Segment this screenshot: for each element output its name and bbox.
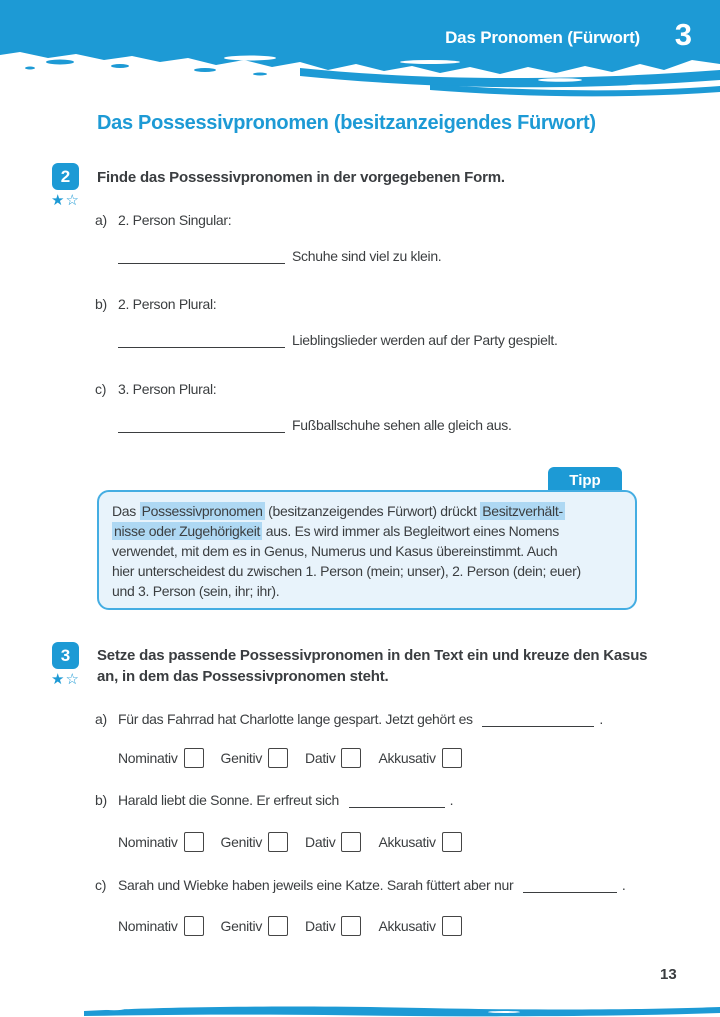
case-label: Dativ: [305, 834, 336, 850]
case-label: Akkusativ: [378, 834, 436, 850]
exercise-2-item-a-answer: [118, 247, 441, 264]
item-prompt: 3. Person Plural:: [118, 381, 217, 397]
blank-line[interactable]: [349, 791, 445, 808]
checkbox-genitiv[interactable]: [268, 832, 288, 852]
tip-box: [97, 490, 637, 610]
blank-line[interactable]: [118, 416, 285, 433]
case-label: Nominativ: [118, 750, 178, 766]
case-label: Dativ: [305, 918, 336, 934]
case-option: [221, 916, 288, 936]
exercise-3-item-b: [95, 791, 453, 808]
item-label: b): [95, 792, 107, 808]
tip-text: Das: [112, 503, 140, 519]
tip-text: aus. Es wird immer als Begleitwort eines Nomens: [262, 523, 559, 539]
checkbox-dativ[interactable]: [341, 748, 361, 768]
checkbox-akkusativ[interactable]: [442, 748, 462, 768]
checkbox-genitiv[interactable]: [268, 916, 288, 936]
instruction-line: an, in dem das Possessivpronomen steht.: [97, 668, 389, 685]
case-label: Akkusativ: [378, 750, 436, 766]
item-prompt: 2. Person Singular:: [118, 212, 232, 228]
exercise-2-difficulty: [51, 191, 80, 209]
case-option: [378, 832, 461, 852]
case-option: [378, 748, 461, 768]
case-label: Nominativ: [118, 918, 178, 934]
case-option: [118, 916, 204, 936]
case-label: Genitiv: [220, 918, 263, 934]
item-label: a): [95, 212, 107, 228]
star-outline-icon: ☆: [65, 671, 80, 688]
case-row-c: [118, 916, 479, 936]
item-label: c): [95, 877, 107, 893]
case-option: [118, 748, 204, 768]
page-number: 13: [660, 966, 677, 983]
checkbox-genitiv[interactable]: [268, 748, 288, 768]
tip-text-line: [112, 501, 622, 521]
exercise-2-item-c-answer: [118, 416, 512, 433]
item-prompt: 2. Person Plural:: [118, 296, 217, 312]
sentence-text: Fußballschuhe sehen alle gleich aus.: [292, 417, 512, 433]
case-option: [221, 748, 288, 768]
exercise-2-item-c-prompt: [95, 381, 216, 397]
sentence-end: .: [621, 877, 626, 893]
highlighted-term: nisse oder Zugehörigkeit: [114, 523, 261, 539]
instruction-line: Setze das passende Possessivpronomen in den Text ein und kreuze den Kasus: [97, 647, 648, 664]
footer-brush-stroke: [84, 1005, 720, 1017]
star-outline-icon: ☆: [65, 192, 80, 209]
tip-tab-label: Tipp: [569, 471, 601, 489]
tip-text-line: [112, 581, 622, 601]
exercise-3-instruction: [97, 645, 647, 687]
case-label: Genitiv: [220, 750, 263, 766]
exercise-3-number: 3: [60, 645, 71, 665]
exercise-3-item-a: [95, 710, 603, 727]
exercise-3-badge: [52, 642, 79, 669]
case-label: Nominativ: [118, 834, 178, 850]
star-filled-icon: ★: [51, 671, 66, 688]
exercise-2-item-b-answer: [118, 331, 558, 348]
case-label: Genitiv: [220, 834, 263, 850]
sentence-end: .: [599, 711, 603, 727]
tip-text-line: [112, 541, 622, 561]
exercise-3-difficulty: [51, 670, 80, 688]
case-option: [305, 916, 361, 936]
highlighted-term: Besitzverhält-: [482, 503, 563, 519]
tip-text: (besitzanzeigendes Fürwort) drückt: [264, 503, 481, 519]
chapter-title: Das Pronomen (Fürwort): [445, 28, 640, 47]
checkbox-akkusativ[interactable]: [442, 832, 462, 852]
blank-line[interactable]: [482, 710, 594, 727]
case-option: [305, 832, 361, 852]
checkbox-akkusativ[interactable]: [442, 916, 462, 936]
star-filled-icon: ★: [51, 192, 66, 209]
exercise-2-item-a-prompt: [95, 212, 231, 228]
blank-line[interactable]: [118, 331, 285, 348]
blank-line[interactable]: [523, 876, 617, 893]
exercise-2-instruction: Finde das Possessivpronomen in der vorgegebenen Form.: [97, 169, 505, 186]
tip-text-line: [112, 561, 622, 581]
tip-text: verwendet, mit dem es in Genus, Numerus und Kasus übereinstimmt. Auch: [112, 543, 558, 559]
checkbox-nominativ[interactable]: [184, 916, 204, 936]
checkbox-dativ[interactable]: [341, 832, 361, 852]
header-brush-band: [0, 0, 720, 100]
item-label: c): [95, 381, 107, 397]
chapter-number: 3: [674, 17, 692, 52]
exercise-2-number: 2: [60, 166, 71, 186]
case-label: Akkusativ: [378, 918, 436, 934]
sentence-text: Harald liebt die Sonne. Er erfreut sich: [118, 792, 339, 808]
exercise-3-item-c: [95, 876, 626, 893]
sentence-end: .: [449, 792, 454, 808]
sentence-text: Lieblingslieder werden auf der Party gespielt.: [292, 332, 558, 348]
tip-text-line: [112, 521, 622, 541]
item-label: a): [95, 711, 107, 727]
item-label: b): [95, 296, 107, 312]
exercise-2-badge: [52, 163, 79, 190]
case-label: Dativ: [305, 750, 336, 766]
case-option: [118, 832, 204, 852]
tip-text: und 3. Person (sein, ihr; ihr).: [112, 583, 280, 599]
checkbox-nominativ[interactable]: [184, 832, 204, 852]
case-row-a: [118, 748, 479, 768]
sentence-text: Schuhe sind viel zu klein.: [292, 248, 442, 264]
sentence-text: Sarah und Wiebke haben jeweils eine Katze. Sarah füttert aber nur: [118, 877, 514, 893]
checkbox-nominativ[interactable]: [184, 748, 204, 768]
page-title: Das Possessivpronomen (besitzanzeigendes Fürwort): [97, 112, 596, 134]
checkbox-dativ[interactable]: [341, 916, 361, 936]
sentence-text: Für das Fahrrad hat Charlotte lange gespart. Jetzt gehört es: [118, 711, 473, 727]
blank-line[interactable]: [118, 247, 285, 264]
exercise-2-item-b-prompt: [95, 296, 216, 312]
case-option: [221, 832, 288, 852]
tip-text: hier unterscheidest du zwischen 1. Person (mein; unser), 2. Person (dein; euer): [112, 563, 581, 579]
case-option: [378, 916, 461, 936]
case-option: [305, 748, 361, 768]
highlighted-term: Possessivpronomen: [141, 503, 263, 519]
case-row-b: [118, 832, 479, 852]
